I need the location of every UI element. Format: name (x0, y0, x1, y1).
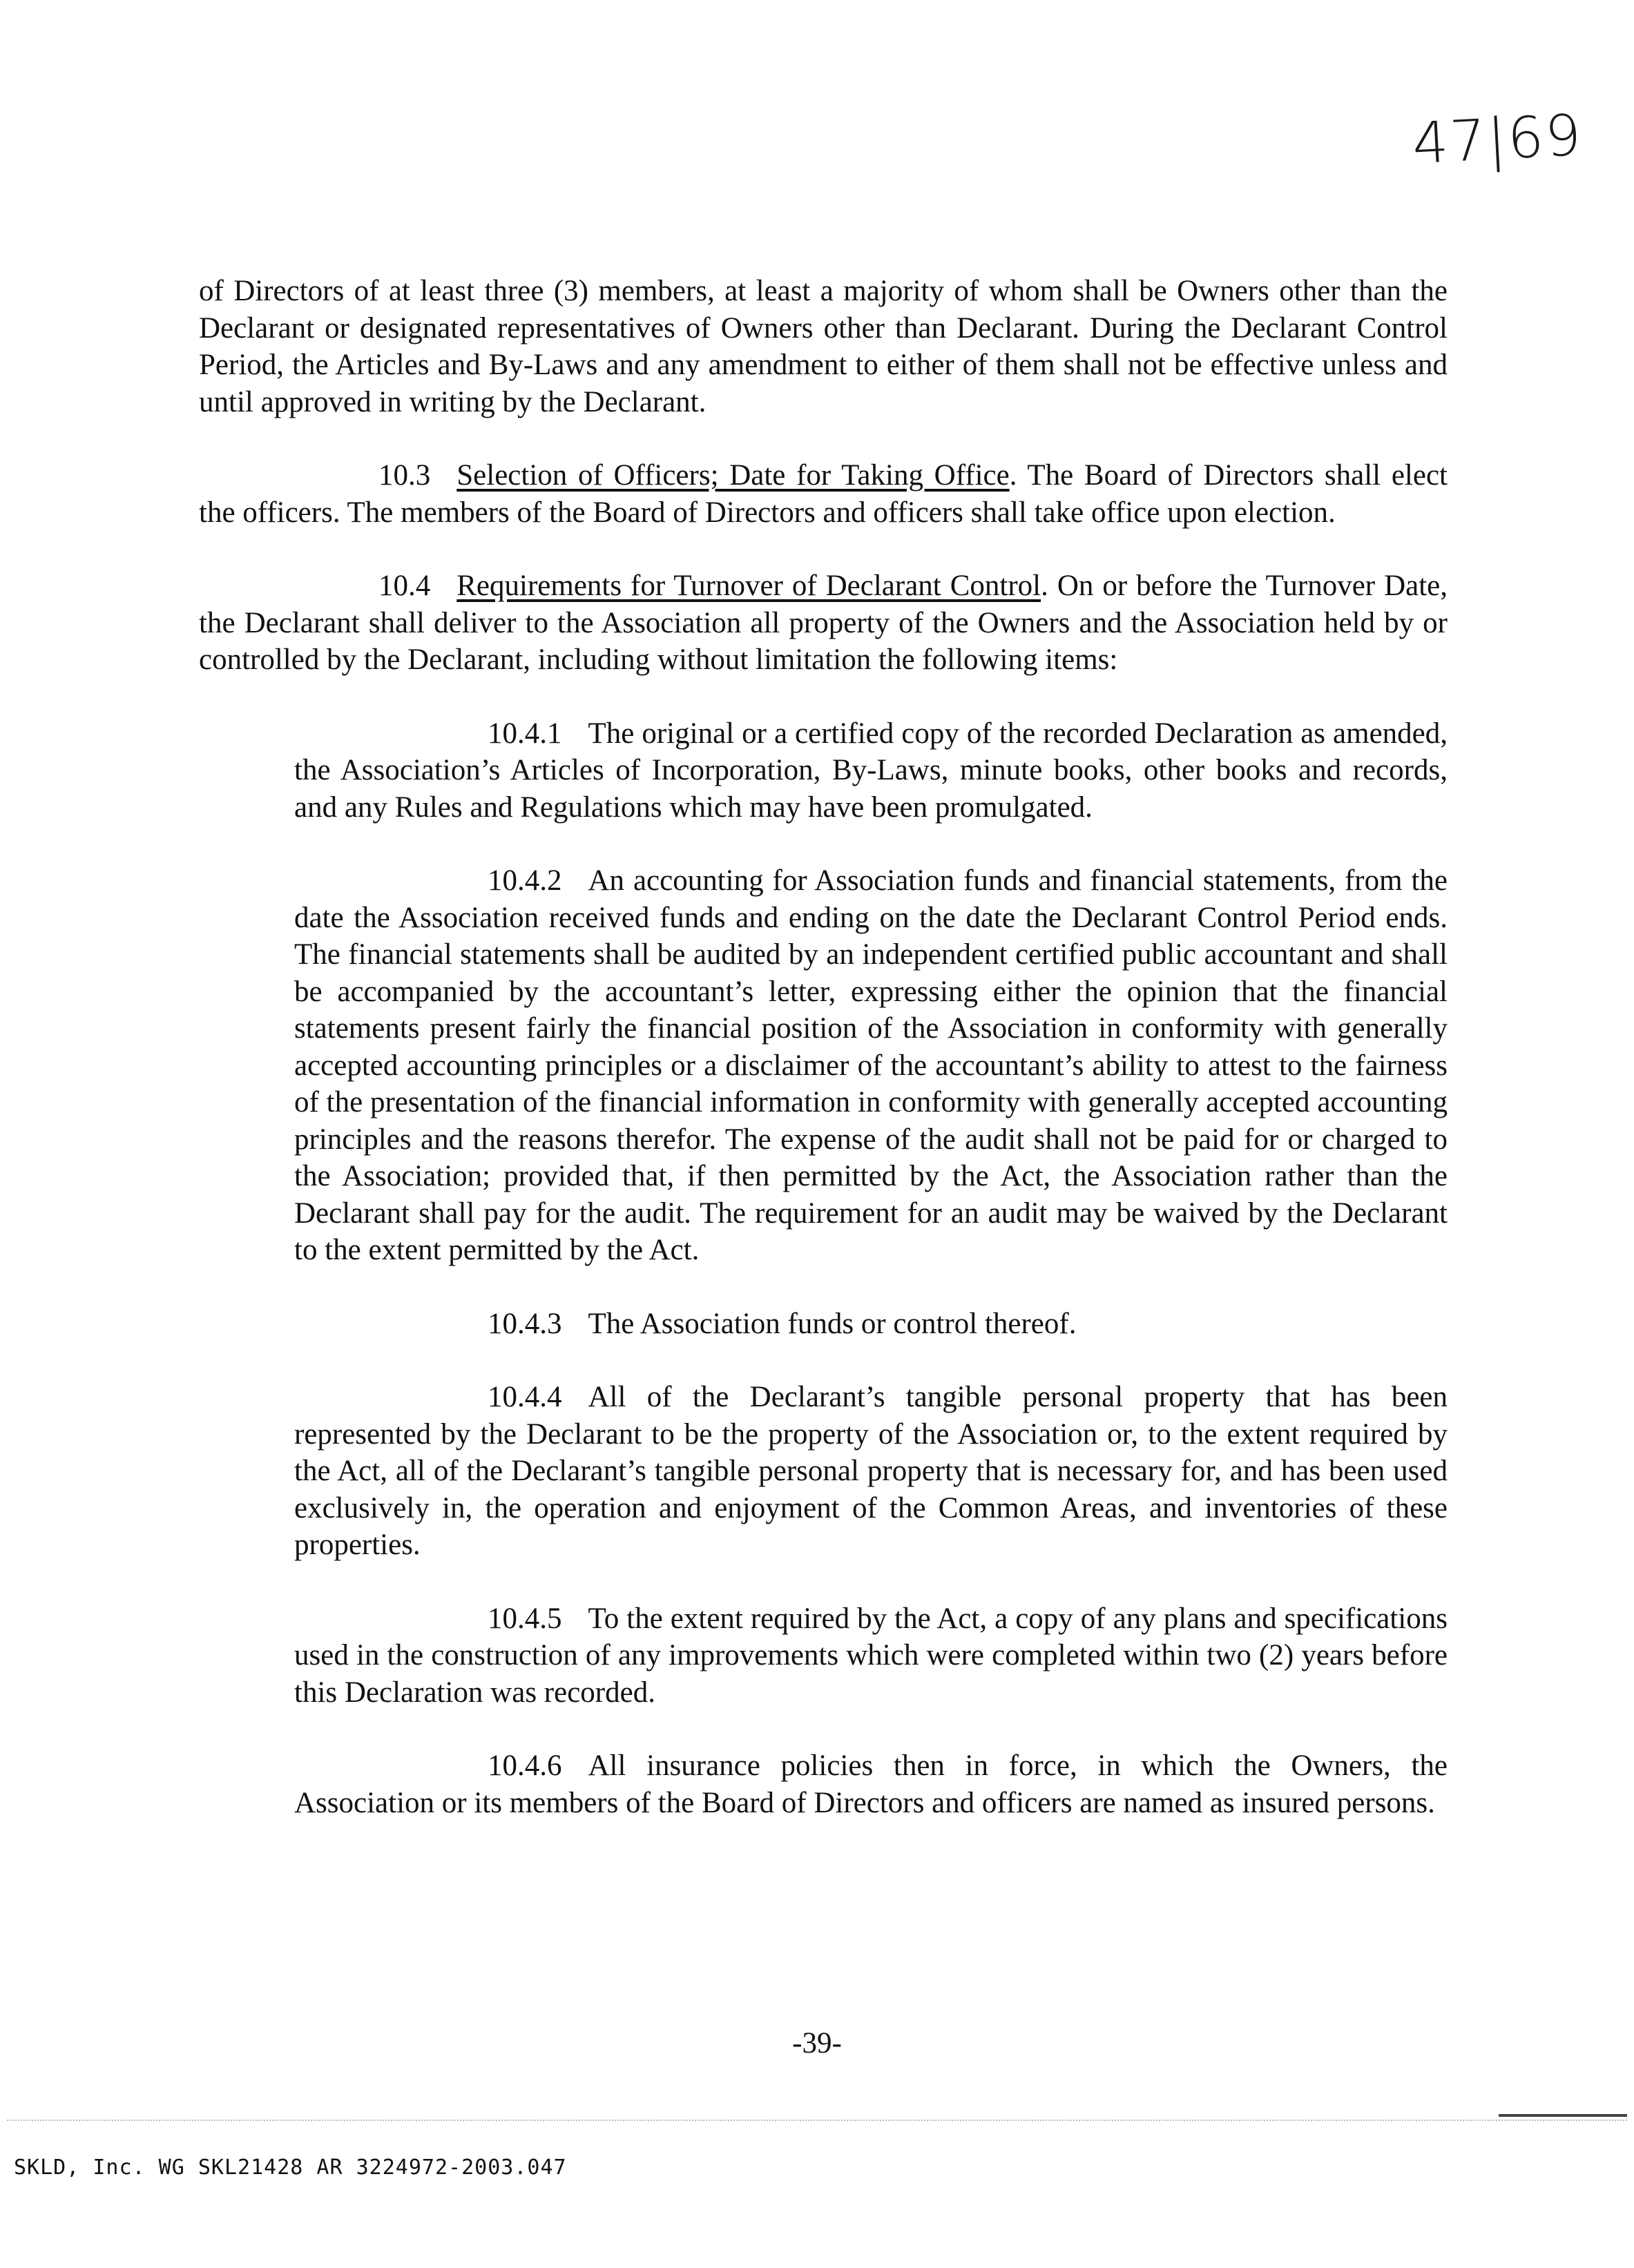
subsection-text: The original or a certified copy of the recorded Declaration as amended, the Association’s Articles of Incorporation, By-Laws, minute books, other books and records, and any Rules and Regulations which may have been promulgated. (294, 717, 1448, 824)
subsection-text: An accounting for Association funds and financial statements, from the date the Association received funds and ending on the date the Declarant Control Period ends. The financial statements shall be audited by an independent certified public accountant and shall be accompanied by the accountant’s letter, expressing either the opinion that the financial statements present fairly the financial position of the Association in conformity with generally accepted accounting principles or a disclaimer of the accountant’s ability to attest to the fairness of the presentation of the financial information in conformity with generally accepted accounting principles and the reasons therefor. The expense of the audit shall not be paid for or charged to the Association; provided that, if then permitted by the Act, the Association rather than the Declarant shall pay for the audit. The requirement for an audit may be waived by the Declarant to the extent permitted by the Act. (294, 864, 1448, 1266)
subsection-text: To the extent required by the Act, a copy of any plans and specifications used in the construction of any improvements which were completed within two (2) years before this Declaration was recorded. (294, 1602, 1448, 1709)
subsection-number: 10.4.3 (488, 1307, 562, 1340)
subsection-10-4-5 (294, 1600, 1448, 1712)
section-number: 10.3 (378, 459, 431, 492)
page-number: -39- (792, 2027, 842, 2059)
subsection-number: 10.4.5 (488, 1602, 562, 1635)
section-body: . On or before the Turnover Date, the Declarant shall deliver to the Association all property of the Owners and the Association held by or controlled by the Declarant, including without limitation the following items: (199, 570, 1448, 676)
subsection-number: 10.4.6 (488, 1750, 562, 1782)
subsection-number: 10.4.2 (488, 864, 562, 897)
handwritten-page-number: 47|69 (1410, 102, 1584, 177)
section-heading: Selection of Officers; Date for Taking Office (456, 459, 1010, 492)
section-heading: Requirements for Turnover of Declarant Control (456, 570, 1041, 602)
subsection-10-4-1 (294, 715, 1448, 826)
scan-artifact-line (7, 2120, 1627, 2129)
subsection-text: All insurance policies then in force, in which the Owners, the Association or its members of the Board of Directors and officers are named as insured persons. (294, 1750, 1448, 1819)
section-10-4 (199, 568, 1448, 679)
subsection-10-4-4 (294, 1379, 1448, 1564)
subsection-text: The Association funds or control thereof. (588, 1307, 1077, 1340)
subsection-number: 10.4.1 (488, 717, 562, 750)
document-body (199, 273, 1448, 1858)
scan-artifact-mark (1499, 2114, 1627, 2117)
subsection-text: All of the Declarant’s tangible personal property that has been represented by the Declarant to be the property of the Association or, to the extent required by the Act, all of the Declarant’s tangible personal property that is necessary for, and has been used exclusively in, the operation and enjoyment of the Common Areas, and inventories of these properties. (294, 1381, 1448, 1561)
section-10-3 (199, 457, 1448, 531)
section-number: 10.4 (378, 570, 431, 602)
recording-footer: SKLD, Inc. WG SKL21428 AR 3224972-2003.047 (14, 2155, 567, 2180)
subsection-number: 10.4.4 (488, 1381, 562, 1413)
subsection-10-4-6 (294, 1747, 1448, 1821)
section-body: . The Board of Directors shall elect the officers. The members of the Board of Directors and officers shall take office upon election. (199, 459, 1448, 529)
subsection-10-4-3 (294, 1306, 1448, 1343)
subsection-10-4-2 (294, 862, 1448, 1269)
continuation-paragraph: of Directors of at least three (3) members, at least a majority of whom shall be Owners other than the Declarant or designated representatives of Owners other than Declarant. During the Declarant Control Period, the Articles and By-Laws and any amendment to either of them shall not be effective unless and until approved in writing by the Declarant. (199, 275, 1448, 418)
